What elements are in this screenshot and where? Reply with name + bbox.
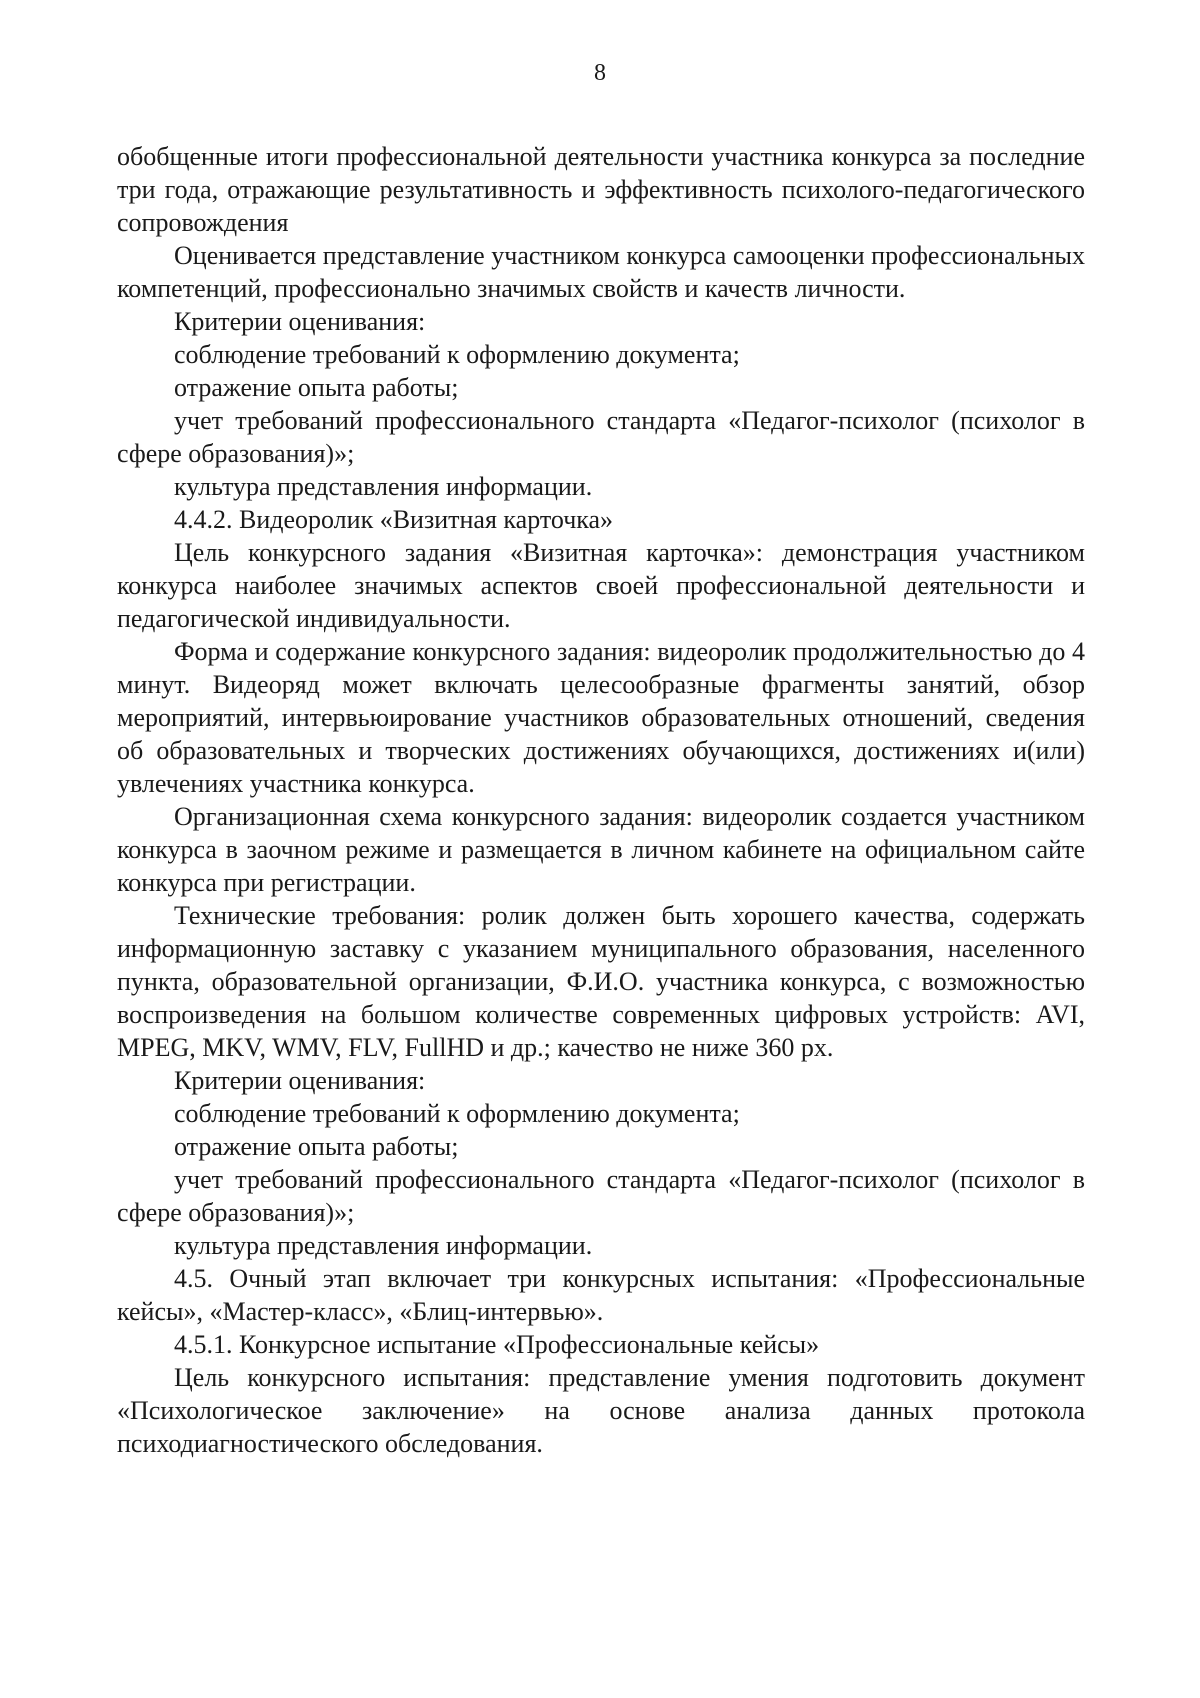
paragraph-video-technical: Технические требования: ролик должен быть хорошего качества, содержать информационную заставку с указанием муниципального образования, населенного пункта, образовательной организации, Ф.И.О. участника конкурса, с возможностью воспроизведения на большом количестве современных цифровых устройств: AVI, MPEG, MKV, WMV, FLV, FullHD и др.; качество не ниже 360 px.	[117, 901, 1085, 1062]
page-number: 8	[594, 60, 606, 86]
paragraph-results-summary: обобщенные итоги профессиональной деятельности участника конкурса за последние три года, отражающие результативность и эффективность психолого-педагогического сопровождения	[117, 142, 1085, 237]
paragraph-criterion-culture: культура представления информации.	[174, 472, 593, 501]
paragraph-video-form: Форма и содержание конкурсного задания: видеоролик продолжительностью до 4 минут. Видеоряд может включать целесообразные фрагменты занятий, обзор мероприятий, интервьюирование участников образовательных отношений, сведения об образовательных и творческих достижениях обучающихся, достижениях и(или) увлечениях участника конкурса.	[117, 637, 1085, 798]
paragraph-criterion-standard-2: учет требований профессионального стандарта «Педагог-психолог (психолог в сфере образования)»;	[117, 1165, 1085, 1227]
paragraph-section-4-5: 4.5. Очный этап включает три конкурсных испытания: «Профессиональные кейсы», «Мастер-класс», «Блиц-интервью».	[117, 1264, 1085, 1326]
paragraph-criteria-heading: Критерии оценивания:	[174, 307, 426, 336]
paragraph-criterion-formatting-2: соблюдение требований к оформлению документа;	[174, 1099, 740, 1128]
paragraph-criterion-experience-2: отражение опыта работы;	[174, 1132, 459, 1161]
paragraph-self-assessment: Оценивается представление участником конкурса самооценки профессиональных компетенций, профессионально значимых свойств и качеств личности.	[117, 241, 1085, 303]
paragraph-video-goal: Цель конкурсного задания «Визитная карточка»: демонстрация участником конкурса наиболее значимых аспектов своей профессиональной деятельности и педагогической индивидуальности.	[117, 538, 1085, 633]
section-heading-4-5-1: 4.5.1. Конкурсное испытание «Профессиональные кейсы»	[174, 1330, 820, 1359]
paragraph-criterion-experience: отражение опыта работы;	[174, 373, 459, 402]
paragraph-criteria-heading-2: Критерии оценивания:	[174, 1066, 426, 1095]
paragraph-criterion-culture-2: культура представления информации.	[174, 1231, 593, 1260]
document-body	[117, 140, 1085, 1460]
paragraph-criterion-formatting: соблюдение требований к оформлению документа;	[174, 340, 740, 369]
paragraph-video-organization: Организационная схема конкурсного задания: видеоролик создается участником конкурса в заочном режиме и размещается в личном кабинете на официальном сайте конкурса при регистрации.	[117, 802, 1085, 897]
paragraph-criterion-standard: учет требований профессионального стандарта «Педагог-психолог (психолог в сфере образования)»;	[117, 406, 1085, 468]
section-heading-4-4-2: 4.4.2. Видеоролик «Визитная карточка»	[174, 505, 614, 534]
paragraph-cases-goal: Цель конкурсного испытания: представление умения подготовить документ «Психологическое заключение» на основе анализа данных протокола психодиагностического обследования.	[117, 1363, 1085, 1458]
